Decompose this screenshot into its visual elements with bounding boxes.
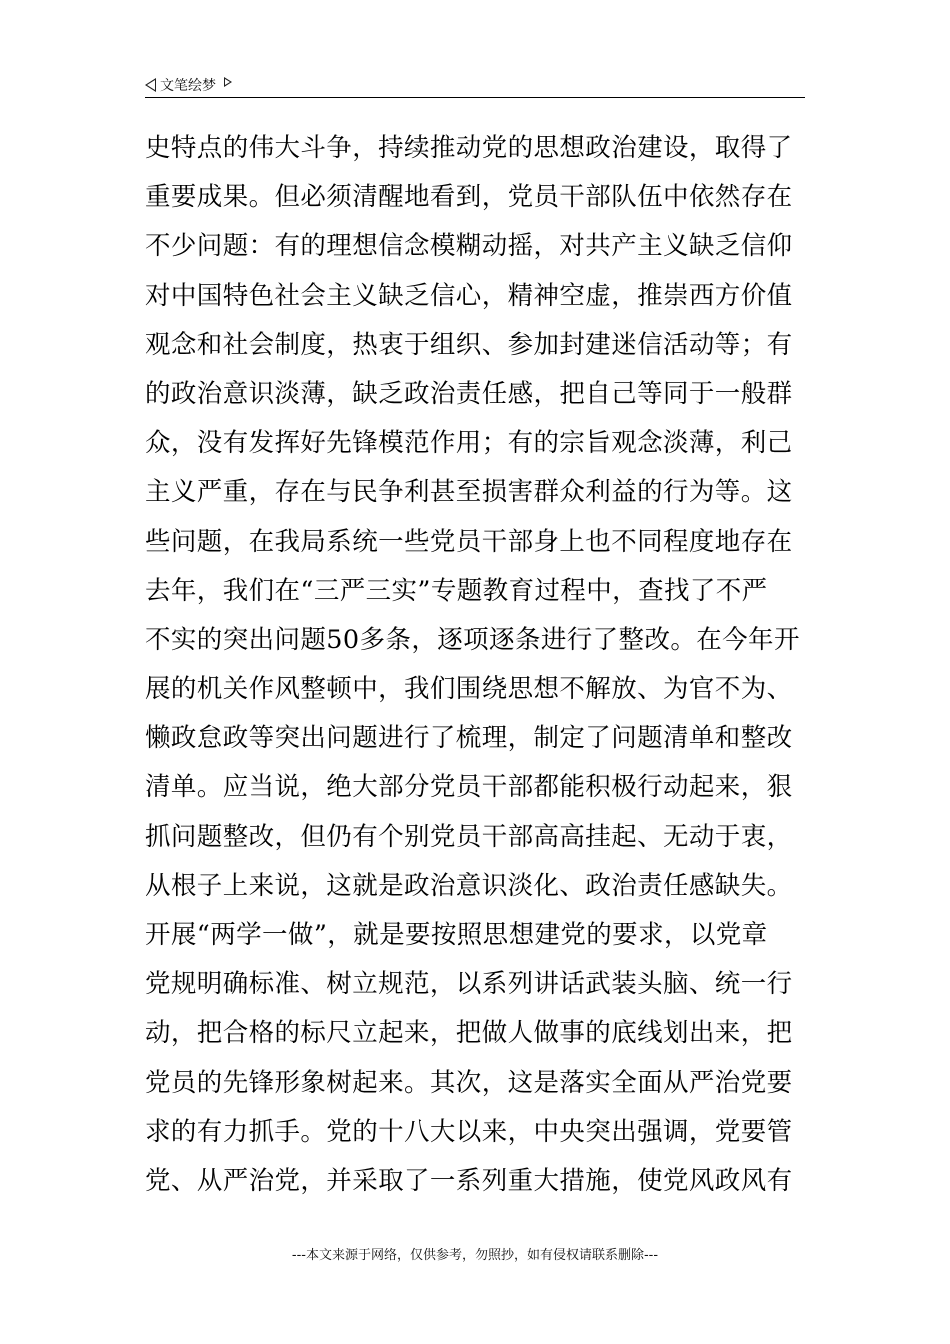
- document-body: [145, 124, 807, 1206]
- text-line: 从根子上来说，这就是政治意识淡化、政治责任感缺失。: [145, 870, 793, 901]
- triangle-left-icon: [145, 78, 156, 92]
- text-line: 史特点的伟大斗争，持续推动党的思想政治建设，取得了: [145, 133, 793, 163]
- header-title: 文笔绘梦: [160, 78, 216, 94]
- triangle-right-icon: [224, 77, 232, 87]
- text-line: 展的机关作风整顿中，我们围绕思想不解放、为官不为、: [145, 674, 793, 705]
- header-divider: [145, 97, 805, 98]
- text-line: 开展“两学一做”，就是要按照思想建党的要求，以党章: [145, 920, 768, 950]
- text-line: 党、从严治党，并采取了一系列重大措施，使党风政风有: [145, 1165, 793, 1196]
- text-line: 抓问题整改，但仍有个别党员干部高高挂起、无动于衷，: [145, 821, 793, 852]
- text-line: 党员的先锋形象树起来。其次，这是落实全面从严治党要: [145, 1067, 793, 1098]
- text-line: 些问题，在我局系统一些党员干部身上也不同程度地存在: [145, 526, 793, 557]
- text-line: 不少问题：有的理想信念模糊动摇，对共产主义缺乏信仰: [145, 231, 793, 262]
- text-line: 重要成果。但必须清醒地看到，党员干部队伍中依然存在: [145, 182, 793, 213]
- footer-disclaimer: ---本文来源于网络，仅供参考，勿照抄，如有侵权请联系删除---: [291, 1248, 659, 1263]
- text-line: 清单。应当说，绝大部分党员干部都能积极行动起来，狠: [145, 772, 793, 803]
- text-line: 对中国特色社会主义缺乏信心，精神空虚，推崇西方价值: [145, 280, 793, 311]
- text-line: 不实的突出问题50多条，逐项逐条进行了整改。在今年开: [145, 624, 800, 655]
- text-line: 众，没有发挥好先锋模范作用；有的宗旨观念淡薄，利己: [145, 428, 793, 459]
- page-header: [145, 74, 805, 96]
- text-line: 求的有力抓手。党的十八大以来，中央突出强调，党要管: [145, 1116, 793, 1147]
- text-line: 懒政怠政等突出问题进行了梳理，制定了问题清单和整改: [145, 723, 793, 754]
- text-line: 观念和社会制度，热衷于组织、参加封建迷信活动等；有: [145, 329, 793, 360]
- text-line: 党规明确标准、树立规范，以系列讲话武装头脑、统一行: [145, 969, 793, 1000]
- text-line: 动，把合格的标尺立起来，把做人做事的底线划出来，把: [145, 1018, 793, 1049]
- text-line: 去年，我们在“三严三实”专题教育过程中，查找了不严: [145, 575, 768, 606]
- text-line: 主义严重，存在与民争利甚至损害群众利益的行为等。这: [145, 477, 793, 508]
- text-line: 的政治意识淡薄，缺乏政治责任感，把自己等同于一般群: [145, 378, 793, 409]
